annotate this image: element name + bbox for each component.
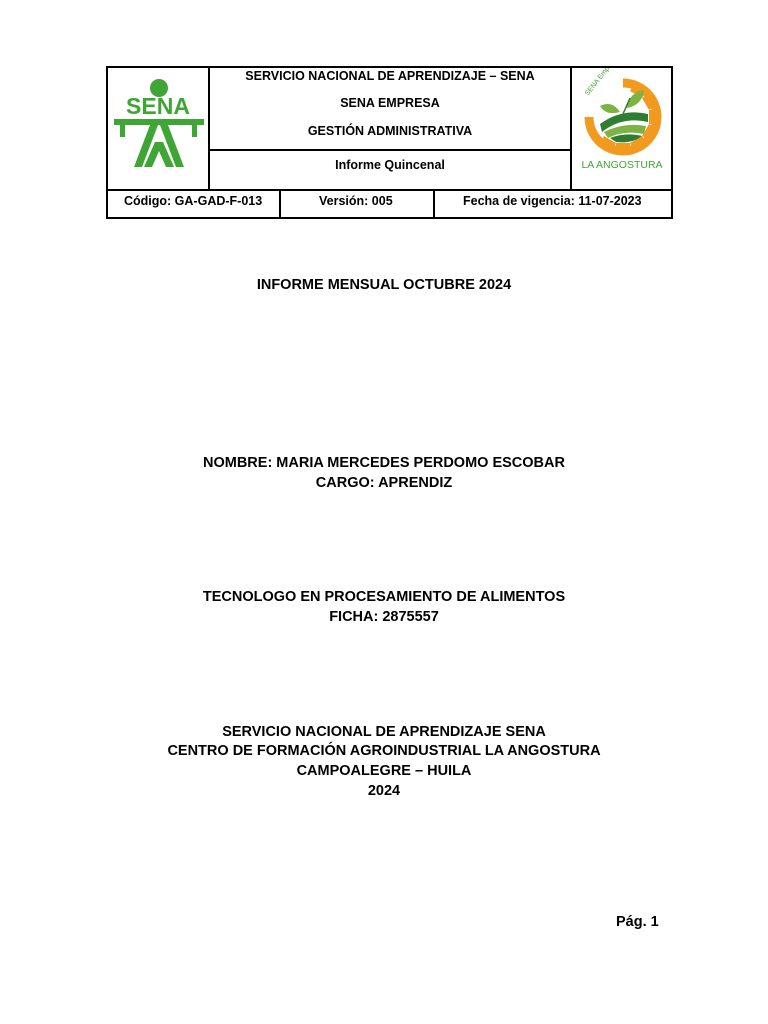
header-metadata-row [108,189,671,217]
program-title: TECNOLOGO EN PROCESAMIENTO DE ALIMENTOS [202,589,566,605]
header-title-block [210,68,572,151]
svg-text:SENA: SENA [126,93,190,119]
person-name: NOMBRE: MARIA MERCEDES PERDOMO ESCOBAR [203,455,565,471]
person-cargo: CARGO: APRENDIZ [315,475,453,491]
institution-line-3: CAMPOALEGRE – HUILA [296,763,472,779]
version-cell [281,191,435,217]
version-text: Versión: 005 [319,194,393,208]
program-ficha: FICHA: 2875557 [329,609,439,625]
institution-line-2: CENTRO DE FORMACIÓN AGROINDUSTRIAL LA ANGOSTURA [167,743,601,759]
gear-leaf-logo-graphic [572,68,673,187]
codigo-text: Código: GA-GAD-F-013 [124,194,263,208]
header-subtitle-cell [210,151,572,189]
header-subtitle: Informe Quincenal [335,158,445,172]
document-header-table [106,66,673,219]
institution-year: 2024 [367,783,401,799]
sena-logo [108,68,210,189]
header-line-1: SERVICIO NACIONAL DE APRENDIZAJE – SENA [245,69,535,83]
header-line-2: SENA EMPRESA [340,96,440,110]
report-title: INFORME MENSUAL OCTUBRE 2024 [256,277,512,293]
institution-line-1: SERVICIO NACIONAL DE APRENDIZAJE SENA [222,724,546,740]
header-line-3: GESTIÓN ADMINISTRATIVA [307,124,473,138]
fecha-text: Fecha de vigencia: 11-07-2023 [463,194,642,208]
sena-empresa-angostura-logo [572,68,671,189]
codigo-cell [108,191,281,217]
svg-text:SENA Empresa: SENA Empresa [584,68,620,98]
sena-logo-graphic [108,68,208,187]
page-number: Pág. 1 [616,914,659,930]
fecha-cell [435,191,671,217]
svg-text:LA ANGOSTURA: LA ANGOSTURA [581,159,663,171]
